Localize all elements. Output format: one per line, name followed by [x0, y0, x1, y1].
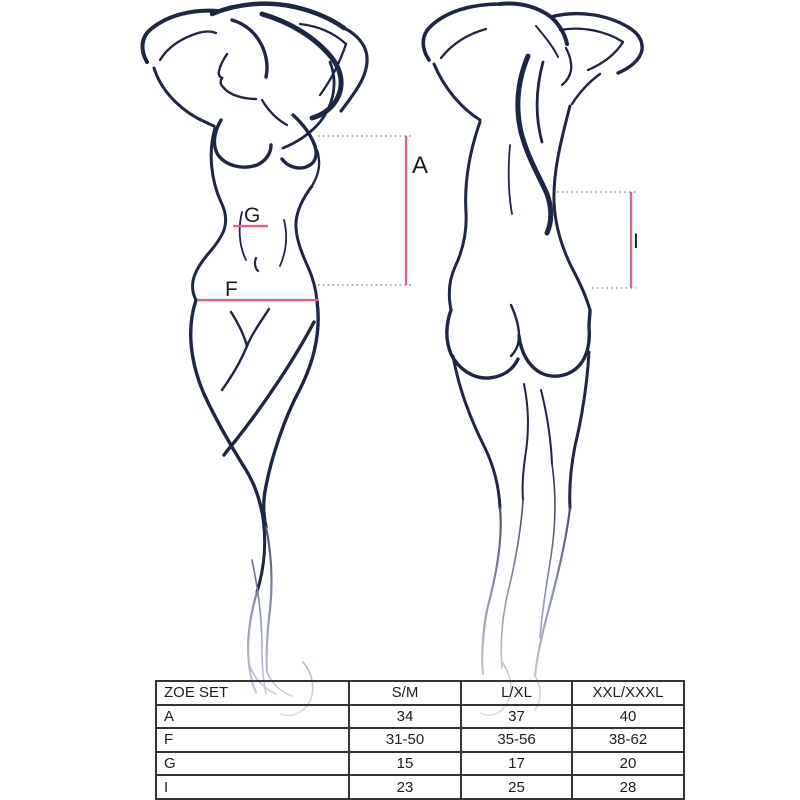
table-row-g — [156, 752, 684, 776]
row-label-i: I — [156, 775, 349, 799]
measurement-label-i: I — [633, 230, 639, 253]
size-table-header-row — [156, 681, 684, 705]
size-table — [155, 680, 685, 800]
value-g-lxl: 17 — [461, 752, 572, 776]
size-table-grid — [155, 680, 685, 800]
value-f-lxl: 35-56 — [461, 728, 572, 752]
row-label-g: G — [156, 752, 349, 776]
row-label-f: F — [156, 728, 349, 752]
measurement-i-annotation — [557, 192, 639, 288]
value-a-xxl: 40 — [572, 705, 684, 729]
measurement-a-annotation — [318, 136, 428, 285]
size-table-title-cell: ZOE SET — [156, 681, 349, 705]
front-figure-sketch — [142, 4, 367, 592]
table-row-f — [156, 728, 684, 752]
table-row-a — [156, 705, 684, 729]
size-table-header-sm: S/M — [349, 681, 461, 705]
measurement-f-annotation — [198, 278, 318, 301]
measurement-label-a: A — [412, 152, 429, 179]
size-table-header-lxl: L/XL — [461, 681, 572, 705]
value-i-xxl: 28 — [572, 775, 684, 799]
value-g-sm: 15 — [349, 752, 461, 776]
value-g-xxl: 20 — [572, 752, 684, 776]
measurement-g-annotation — [233, 204, 268, 227]
back-figure-faded-legs — [481, 464, 570, 715]
value-f-xxl: 38-62 — [572, 728, 684, 752]
value-a-lxl: 37 — [461, 705, 572, 729]
size-table-header-xxl: XXL/XXXL — [572, 681, 684, 705]
value-i-lxl: 25 — [461, 775, 572, 799]
back-figure-sketch — [423, 4, 642, 508]
value-i-sm: 23 — [349, 775, 461, 799]
measurement-label-f: F — [225, 278, 238, 301]
table-row-i — [156, 775, 684, 799]
value-a-sm: 34 — [349, 705, 461, 729]
value-f-sm: 31-50 — [349, 728, 461, 752]
row-label-a: A — [156, 705, 349, 729]
measurement-label-g: G — [244, 204, 261, 227]
